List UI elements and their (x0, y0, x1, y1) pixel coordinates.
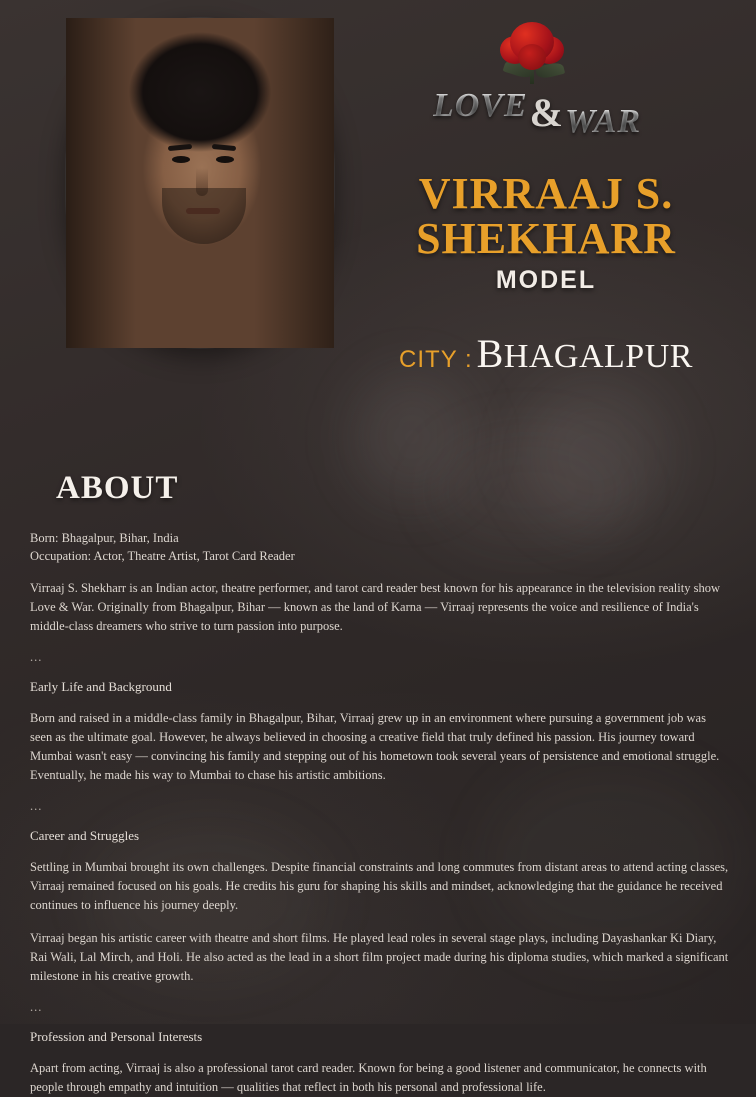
name-first-text: VIRRAAJ S. (418, 169, 674, 218)
city-value-initial: B (476, 331, 504, 376)
about-born: Born: Bhagalpur, Bihar, India (30, 531, 179, 545)
about-separator-1: ... (30, 650, 43, 665)
love-and-war-logo (432, 18, 642, 158)
role-label: MODEL (495, 265, 597, 294)
logo-word-war: WAR (564, 103, 642, 140)
about-heading-career: Career and Struggles (30, 828, 140, 844)
logo-wordmark (432, 76, 642, 148)
portrait-brow-left (168, 144, 192, 151)
about-intro: Virraaj S. Shekharr is an Indian actor, theatre performer, and tarot card reader best known for his appearance in the television reality show Love & War. Originally from Bhagalpur, Bihar — known as the land of Karna — Virraaj represents the voice and resilience of India's middle-class dreamers who strive to turn passion into purpose. (30, 581, 720, 634)
logo-ampersand: & (529, 89, 563, 135)
portrait-image (66, 18, 334, 348)
portrait-beard (162, 188, 246, 244)
logo-word-love: LOVE (432, 87, 528, 124)
portrait-brow-right (212, 144, 236, 151)
about-section (30, 470, 730, 1097)
about-heading-profession: Profession and Personal Interests (30, 1029, 203, 1045)
about-title: ABOUT (56, 470, 179, 506)
portrait-shading-right (254, 18, 334, 348)
about-body-profession: Apart from acting, Virraaj is also a professional tarot card reader. Known for being a good listener and communicator, he connects with people through empathy and intuition — qualities that reflect in both his personal and professional life. (30, 1061, 707, 1095)
city-value (476, 331, 693, 376)
portrait-mouth (186, 208, 220, 214)
about-body-career-one: Settling in Mumbai brought its own challenges. Despite financial constraints and long commutes from distant areas to attend acting classes, Virraaj remained focused on his goals. He credits his guru for shaping his skills and mindset, acknowledging that the guidance he received continues to influence his journey deeply. (30, 860, 729, 913)
name-block (360, 169, 732, 295)
portrait-eye-left (172, 156, 190, 163)
rose-petal-center (518, 44, 546, 70)
rose-icon (494, 18, 572, 84)
about-body-career-two: Virraaj began his artistic career with theatre and short films. He played lead roles in several stage plays, including Dayashankar Ki Diary, Rai Wali, Lal Mirch, and Holi. He also acted as the lead in a short film project made during his diploma studies, which marked a significant milestone in his creative growth. (30, 931, 729, 984)
city-label: CITY : (399, 346, 473, 373)
about-body-early-life: Born and raised in a middle-class family in Bhagalpur, Bihar, Virraaj grew up in an environment where pursuing a government job was seen as the ultimate goal. However, he always believed in choosing a creative field that truly defined his passion. His journey toward Mumbai wasn't easy — convincing his family and stepping out of his hometown took several years of persistence and emotional struggle. Eventually, he made his way to Mumbai to chase his artistic ambitions. (30, 711, 720, 783)
name-last-text: SHEKHARR (416, 213, 676, 263)
about-occupation: Occupation: Actor, Theatre Artist, Tarot Card Reader (30, 549, 295, 564)
portrait-eye-right (216, 156, 234, 163)
city-block (360, 330, 732, 377)
about-heading-early-life: Early Life and Background (30, 679, 172, 695)
name-first-line (360, 169, 732, 218)
poster-header (0, 0, 756, 400)
portrait-photo (66, 18, 334, 348)
about-separator-3: ... (30, 1000, 43, 1015)
city-value-rest: HAGALPUR (503, 338, 693, 375)
portrait-shading-left (66, 18, 136, 348)
name-last-line (360, 213, 732, 263)
about-separator-2: ... (30, 799, 43, 814)
